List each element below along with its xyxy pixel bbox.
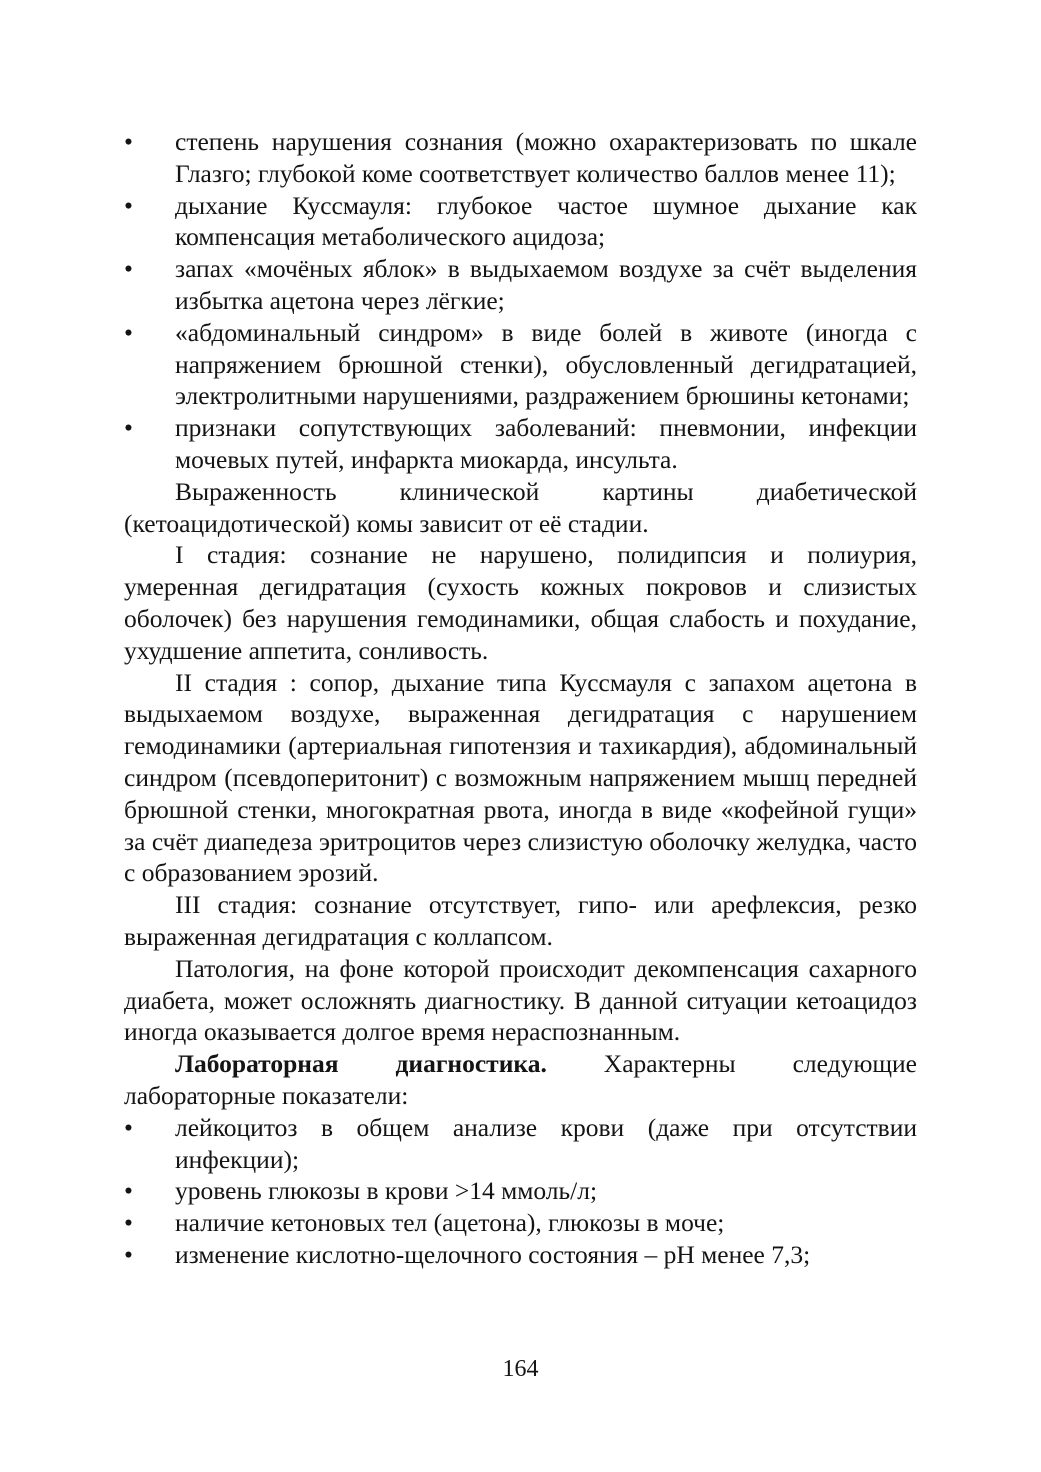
bullet-icon: • [124,413,133,443]
list-item [124,253,917,317]
list-item [124,1112,917,1176]
lab-lead-text: Характерны следующие [603,1049,917,1079]
list-item-text: «абдоминальный синдром» в виде болей в животе (иногда с напряжением брюшной стенки), обусловленный дегидратацией, электролитными нарушениями, раздражением брюшины кетонами; [175,317,917,411]
lab-diagnostics-intro [124,1048,917,1080]
list-item [124,1175,917,1207]
paragraph-stage-2: II стадия : сопор, дыхание типа Куссмауля с запахом ацетона в выдыхаемом воздухе, выраженная дегидратация с нарушением гемодинамики (артериальная гипотензия и тахикардия), абдоминальный синдром (псевдоперитонит) с возможным напряжением мышц передней брюшной стенки, многократная рвота, иногда в виде «кофейной гущи» за счёт диапедеза эритроцитов через слизистую оболочку желудка, часто с образованием эрозий. [124,667,917,888]
list-item-text: изменение кислотно-щелочного состояния – pH менее 7,3; [175,1239,811,1269]
bullet-icon: • [124,127,133,156]
list-item [124,1239,917,1271]
bullet-icon: • [124,1208,133,1238]
list-item-text: наличие кетоновых тел (ацетона), глюкозы в моче; [175,1208,725,1238]
list-item-text: дыхание Куссмауля: глубокое частое шумное дыхание как компенсация метаболического ацидоза; [175,190,917,252]
paragraph-stage-1: I стадия: сознание не нарушено, полидипсия и полиурия, умеренная дегидратация (сухость кожных покровов и слизистых оболочек) без нарушения гемодинамики, общая слабость и похудание, ухудшение аппетита, сонливость. [124,540,917,665]
lab-diagnostics-continuation: лабораторные показатели: [124,1080,409,1110]
bullet-icon: • [124,254,133,284]
list-item-text: лейкоцитоз в общем анализе крови (даже при отсутствии инфекции); [175,1112,917,1174]
list-item-text: признаки сопутствующих заболеваний: пневмонии, инфекции мочевых путей, инфаркта миокарда, инсульта. [175,413,917,474]
paragraph-stage-3: III стадия: сознание отсутствует, гипо- или арефлексия, резко выраженная дегидратация с коллапсом. [124,890,917,951]
lab-indicators-list [124,1112,917,1271]
list-item [124,190,917,254]
bullet-icon: • [124,1176,133,1206]
symptoms-list [124,126,917,476]
bullet-icon: • [124,1239,133,1269]
list-item [124,1207,917,1239]
list-item [124,317,917,412]
bullet-icon: • [124,317,133,347]
list-item-text: степень нарушения сознания (можно охарактеризовать по шкале Глазго; глубокой коме соответствует количество баллов менее 11); [175,127,917,188]
list-item [124,412,917,476]
list-item-text: запах «мочёных яблок» в выдыхаемом воздухе за счёт выделения избытка ацетона через лёгкие; [175,254,917,315]
paragraph-pathology: Патология, на фоне которой происходит декомпенсация сахарного диабета, может осложнять диагностику. В данной ситуации кетоацидоз иногда оказывается долгое время нераспознанным. [124,953,917,1047]
bullet-icon: • [124,1112,133,1142]
bullet-icon: • [124,190,133,220]
page-content [124,126,917,1271]
list-item [124,126,917,190]
section-heading: Лабораторная диагностика. [175,1049,547,1079]
page-number: 164 [502,1356,539,1382]
list-item-text: уровень глюкозы в крови >14 ммоль/л; [175,1176,598,1206]
paragraph-severity: Выраженность клинической картины диабетической (кетоацидотической) комы зависит от её стадии. [124,476,917,538]
